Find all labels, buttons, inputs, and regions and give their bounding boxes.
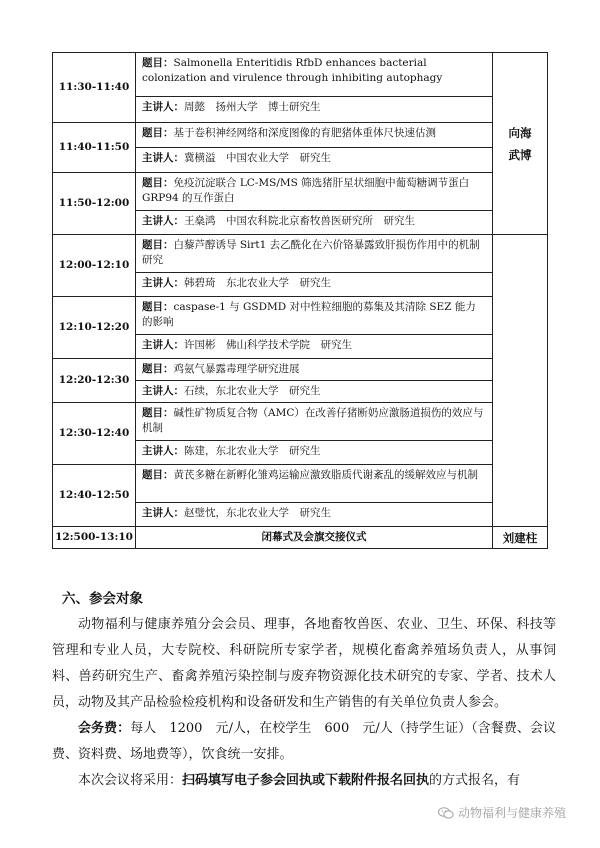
speaker-label: 主讲人： bbox=[142, 152, 184, 164]
topic-line bbox=[136, 123, 492, 148]
topic-line bbox=[136, 403, 492, 441]
speaker-line bbox=[136, 273, 492, 294]
topic-text: 碱性矿物质复合物（AMC）在改善仔猪断奶应激肠道损伤的效应与机制 bbox=[142, 407, 484, 434]
time-cell: 11:40-11:50 bbox=[53, 123, 136, 173]
table-row bbox=[53, 235, 548, 297]
fee-paragraph bbox=[52, 716, 556, 768]
speaker-label: 主讲人： bbox=[142, 385, 184, 397]
table-row bbox=[53, 123, 548, 173]
desc-cell bbox=[136, 297, 493, 359]
schedule-body bbox=[53, 53, 548, 549]
speaker-line bbox=[136, 211, 492, 232]
speaker-text: 许国彬 佛山科学技术学院 研究生 bbox=[184, 339, 352, 351]
registration-suffix: 的方式报名，有 bbox=[429, 773, 521, 788]
registration-paragraph bbox=[52, 768, 556, 794]
topic-text: Salmonella Enteritidis RfbD enhances bacterial colonization and virulence through inhibiting autophagy bbox=[142, 57, 443, 84]
section-body bbox=[52, 612, 556, 794]
topic-text: 黄芪多糖在新孵化雏鸡运输应激致脂质代谢紊乱的缓解效应与机制 bbox=[173, 469, 478, 481]
topic-label: 题目： bbox=[142, 407, 174, 419]
time-cell: 12:00-12:10 bbox=[53, 235, 136, 297]
watermark-text: 动物福利与健康养殖 bbox=[457, 806, 566, 820]
fee-text: 每人 1200 元/人，在校学生 600 元/人（持学生证）（含餐费、会议费、资料费、场地费等），饮食统一安排。 bbox=[52, 721, 556, 762]
host-cell bbox=[493, 53, 548, 235]
watermark bbox=[438, 804, 566, 821]
speaker-line bbox=[136, 381, 492, 402]
topic-line bbox=[136, 297, 492, 335]
registration-prefix: 本次会议将采用： bbox=[78, 773, 183, 788]
speaker-line bbox=[136, 97, 492, 118]
table-row bbox=[53, 53, 548, 123]
topic-text: 免疫沉淀联合 LC-MS/MS 筛选猪肝星状细胞中葡萄糖调节蛋白 GRP94 的互作蛋白 bbox=[142, 177, 470, 204]
speaker-line bbox=[136, 148, 492, 169]
closing-time-cell: 12:500-13:10 bbox=[53, 527, 136, 549]
speaker-label: 主讲人： bbox=[142, 339, 184, 351]
fee-label: 会务费： bbox=[78, 721, 131, 736]
desc-cell bbox=[136, 465, 493, 527]
time-cell: 11:50-12:00 bbox=[53, 173, 136, 235]
speaker-line bbox=[136, 335, 492, 356]
topic-label: 题目： bbox=[142, 177, 174, 189]
table-row bbox=[53, 359, 548, 403]
topic-label: 题目： bbox=[142, 469, 174, 481]
host-cell-empty bbox=[493, 235, 548, 527]
table-row bbox=[53, 173, 548, 235]
wechat-icon bbox=[438, 807, 454, 819]
speaker-label: 主讲人： bbox=[142, 445, 184, 457]
desc-cell bbox=[136, 235, 493, 297]
speaker-text: 王燊鸿 中国农科院北京畜牧兽医研究所 研究生 bbox=[184, 215, 415, 227]
host-line-1: 向海 bbox=[508, 125, 532, 140]
host-line-2: 武博 bbox=[508, 147, 532, 162]
topic-text: 鸡氨气暴露毒理学研究进展 bbox=[173, 363, 300, 375]
speaker-line bbox=[136, 441, 492, 462]
topic-label: 题目： bbox=[142, 127, 174, 139]
desc-cell bbox=[136, 53, 493, 123]
speaker-label: 主讲人： bbox=[142, 507, 184, 519]
desc-cell bbox=[136, 123, 493, 173]
speaker-label: 主讲人： bbox=[142, 101, 184, 113]
speaker-text: 赵璧忱，东北农业大学 研究生 bbox=[184, 507, 331, 519]
desc-cell bbox=[136, 173, 493, 235]
speaker-text: 韩碧琦 东北农业大学 研究生 bbox=[184, 277, 331, 289]
table-row bbox=[53, 403, 548, 465]
topic-line bbox=[136, 173, 492, 211]
attendee-paragraph: 动物福利与健康养殖分会会员、理事，各地畜牧兽医、农业、卫生、环保、科技等管理和专业人员，大专院校、科研院所专家学者，规模化畜禽养殖场负责人，从事饲料、兽药研究生产、畜禽养殖污染控制与废弃物资源化技术研究的专家、学者、技术人员，动物及其产品检验检疫机构和设备研发和生产销售的有关单位负责人参会。 bbox=[52, 617, 556, 710]
section-title: 六、参会对象 bbox=[62, 591, 143, 607]
table-row bbox=[53, 465, 548, 527]
table-row bbox=[53, 297, 548, 359]
topic-label: 题目： bbox=[142, 363, 174, 375]
desc-cell bbox=[136, 403, 493, 465]
time-cell: 12:10-12:20 bbox=[53, 297, 136, 359]
speaker-text: 陈建，东北农业大学 研究生 bbox=[184, 445, 321, 457]
schedule-table bbox=[52, 52, 548, 549]
time-cell: 12:40-12:50 bbox=[53, 465, 136, 527]
topic-label: 题目： bbox=[142, 57, 174, 69]
topic-label: 题目： bbox=[142, 239, 174, 251]
topic-line bbox=[136, 465, 492, 503]
topic-text: 白藜芦醇诱导 Sirt1 去乙酰化在六价铬暴露致肝损伤作用中的机制研究 bbox=[142, 239, 480, 266]
time-cell: 11:30-11:40 bbox=[53, 53, 136, 123]
desc-cell bbox=[136, 359, 493, 403]
registration-method: 扫码填写电子参会回执或下载附件报名回执 bbox=[182, 773, 430, 788]
speaker-label: 主讲人： bbox=[142, 277, 184, 289]
closing-row bbox=[53, 527, 548, 549]
topic-line bbox=[136, 359, 492, 381]
topic-text: 基于卷积神经网络和深度图像的育肥猪体重体尺快速估测 bbox=[173, 127, 436, 139]
speaker-text: 冀横溢 中国农业大学 研究生 bbox=[184, 152, 331, 164]
time-cell: 12:20-12:30 bbox=[53, 359, 136, 403]
speaker-label: 主讲人： bbox=[142, 215, 184, 227]
closing-text-cell: 闭幕式及会旗交接仪式 bbox=[136, 527, 493, 549]
speaker-text: 周懿 扬州大学 博士研究生 bbox=[184, 101, 321, 113]
closing-host-cell: 刘建柱 bbox=[493, 527, 548, 549]
speaker-line bbox=[136, 503, 492, 524]
topic-line bbox=[136, 53, 492, 97]
topic-label: 题目： bbox=[142, 301, 174, 313]
topic-text: caspase-1 与 GSDMD 对中性粒细胞的募集及其清除 SEZ 能力的影响 bbox=[142, 301, 476, 328]
topic-line bbox=[136, 235, 492, 273]
time-cell: 12:30-12:40 bbox=[53, 403, 136, 465]
speaker-text: 石续，东北农业大学 研究生 bbox=[184, 385, 321, 397]
